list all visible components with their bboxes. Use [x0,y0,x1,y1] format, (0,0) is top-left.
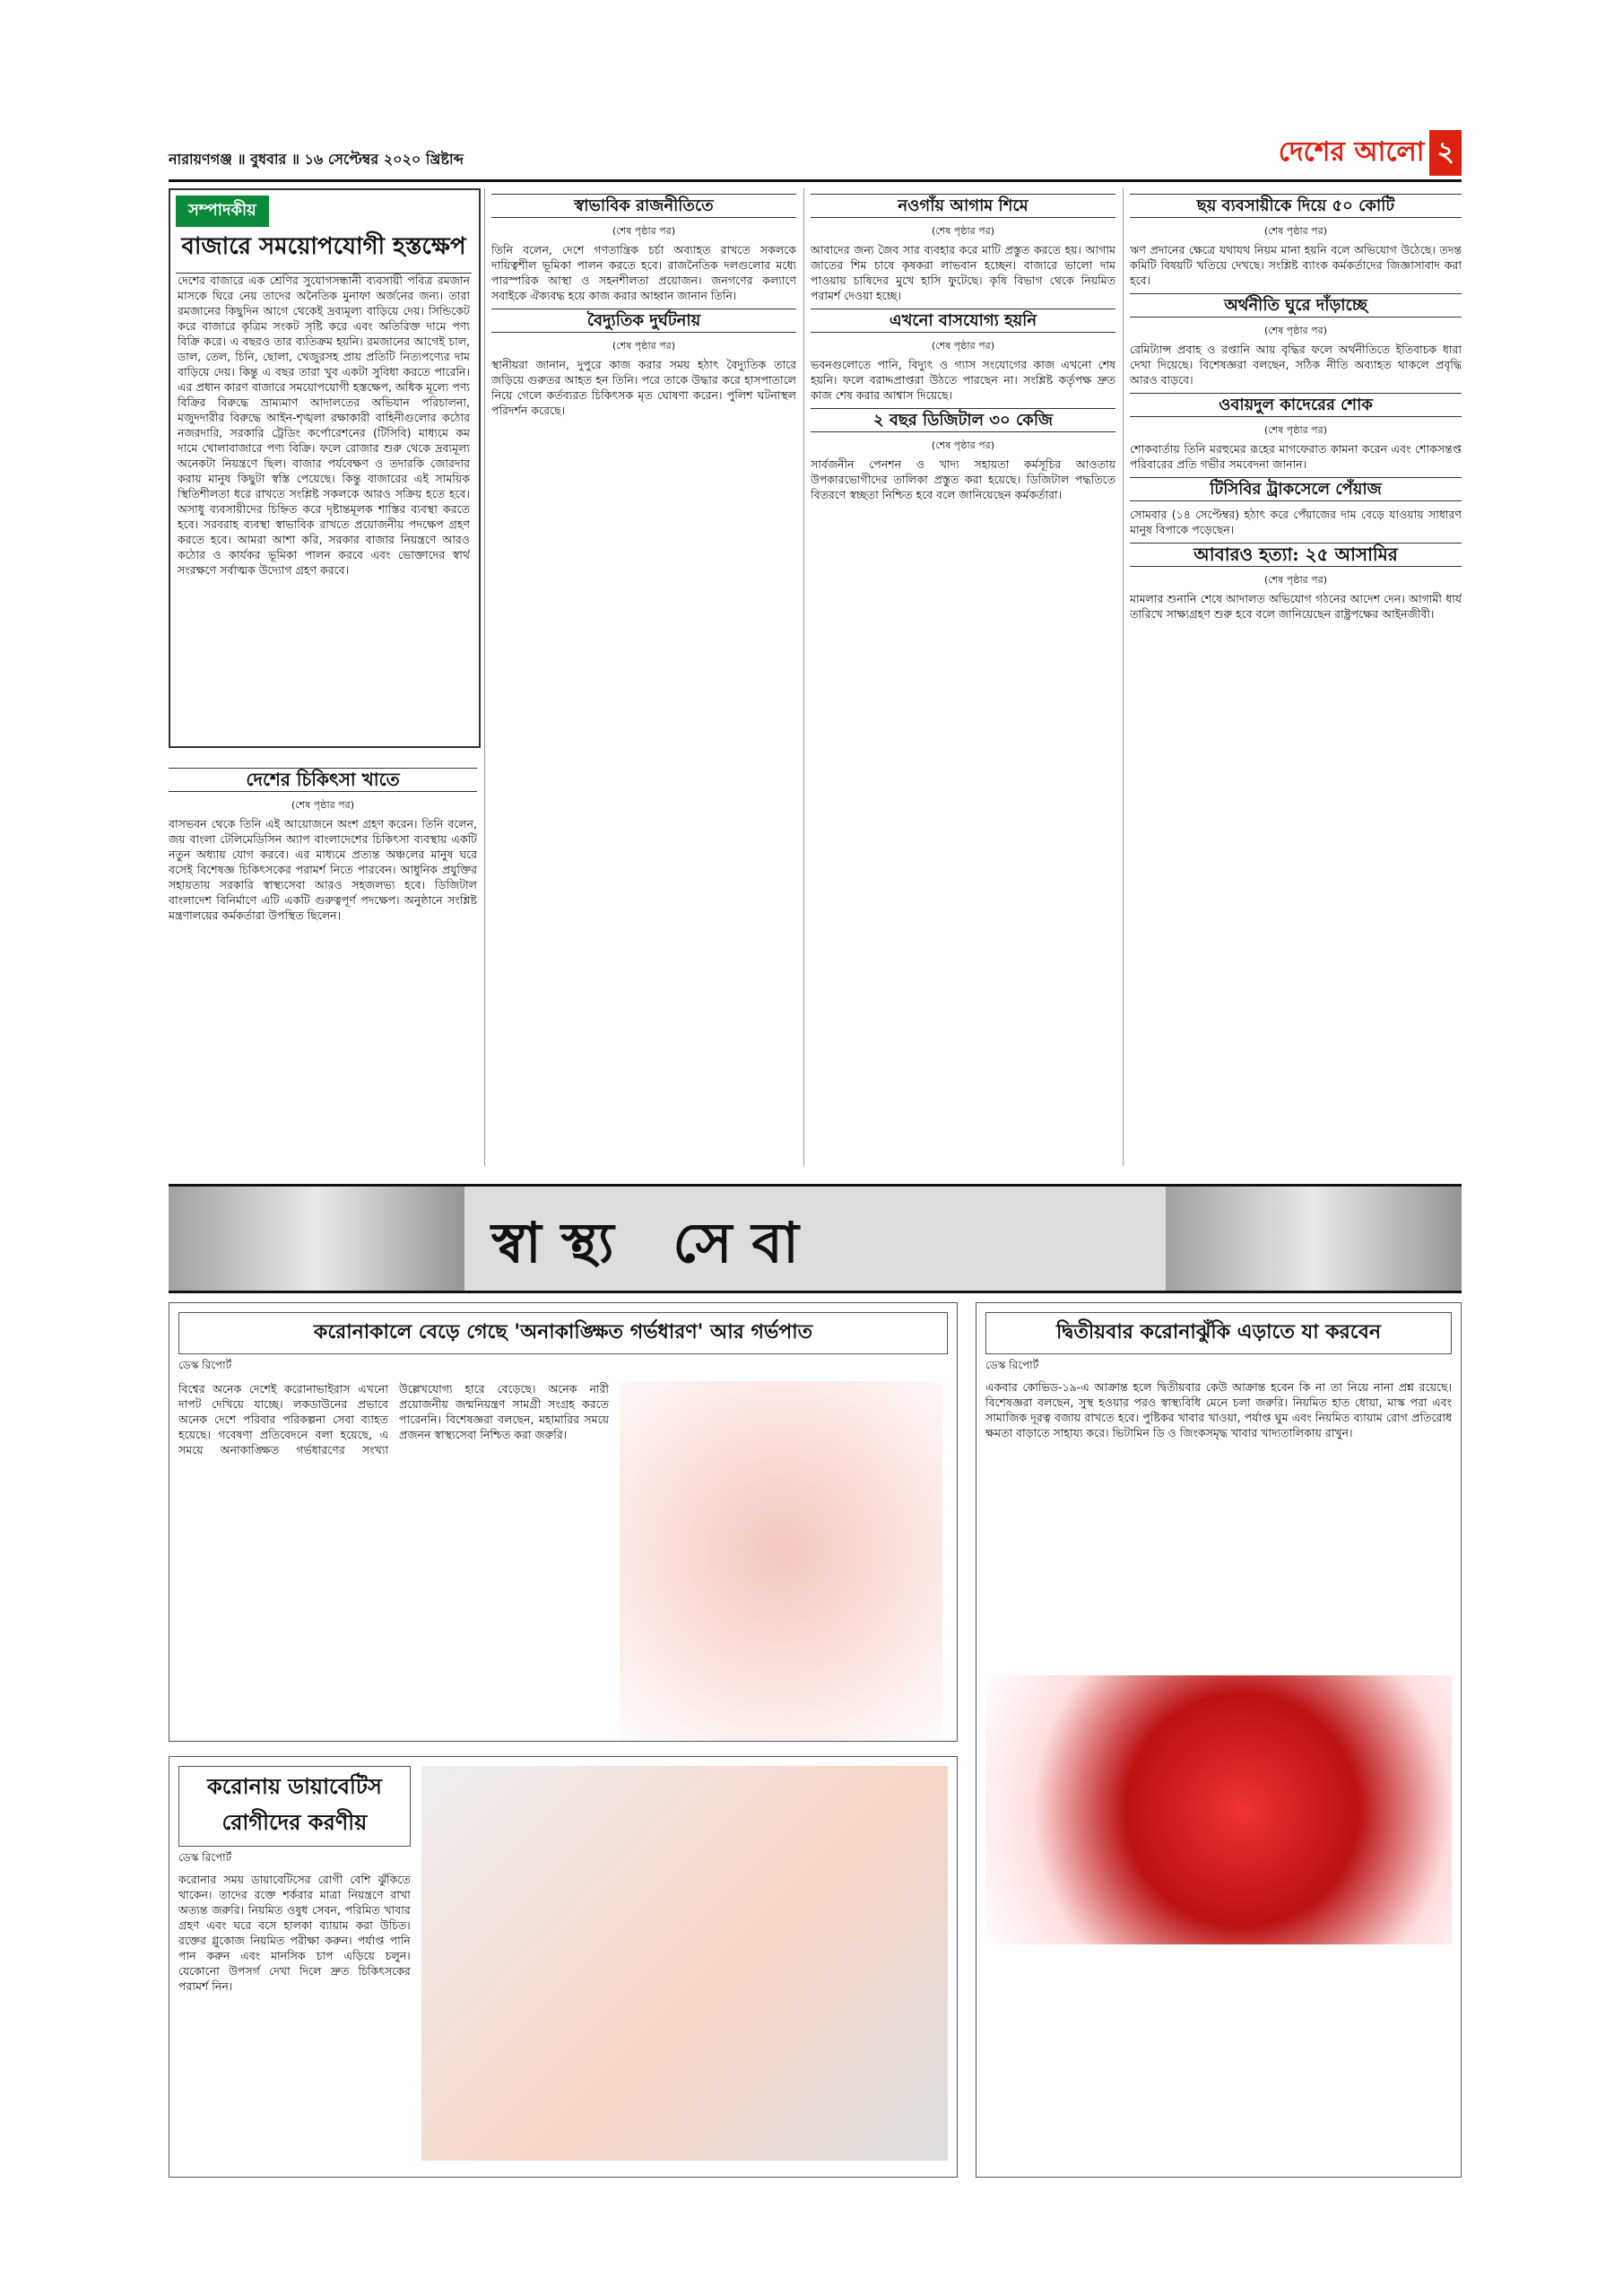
page-number: ২ [1429,130,1462,176]
continuation-note: (শেষ পৃষ্ঠার পর) [1263,225,1327,237]
article-headline: স্বাভাবিক রাজনীতিতে [491,194,796,218]
continuation-note: (শেষ পৃষ্ঠার পর) [612,340,675,352]
article-headline: অর্থনীতি ঘুরে দাঁড়াচ্ছে [1130,293,1462,317]
column-4 [1130,188,1462,1166]
article-body: স্থানীয়রা জানান, দুপুরে কাজ করার সময় হঠাৎ বৈদ্যুতিক তারে জড়িয়ে গুরুতর আহত হন তিনি। পরে তাকে উদ্ধার করে হাসপাতালে নিয়ে গেলে কর্তব্যরত চিকিৎসক মৃত ঘোষণা করেন। পুলিশ ঘটনাস্থল পরিদর্শন করেছে। [491,358,796,417]
continuation-note: (শেষ পৃষ্ঠার পর) [1263,325,1327,336]
banner-photo-left [169,1187,464,1291]
article-body: বাসভবন থেকে তিনি এই আয়োজনে অংশ গ্রহণ করেন। তিনি বলেন, জয় বাংলা টেলিমেডিসিন অ্যাপ বাংলাদেশের চিকিৎসা ব্যবস্থায় একটি নতুন অধ্যায় যোগ করবে। এর মাধ্যমে প্রত্যন্ত অঞ্চলের মানুষ ঘরে বসেই বিশেষজ্ঞ চিকিৎসকের পরামর্শ নিতে পারবেন। আধুনিক প্রযুক্তির সহায়তায় সরকারি স্বাস্থ্যসেবা আরও সহজলভ্য হবে। ডিজিটাল বাংলাদেশ বিনির্মাণে এটি একটি গুরুত্বপূর্ণ পদক্ষেপ। অনুষ্ঠানে সংশ্লিষ্ট মন্ত্রণালয়ের কর্মকর্তারা উপস্থিত ছিলেন। [169,817,477,922]
continuation-note: (শেষ পৃষ্ঠার পর) [1263,574,1327,586]
continuation-note: (শেষ পৃষ্ঠার পর) [931,340,994,352]
article-headline: আবারও হত্যা: ২৫ আসামির [1130,543,1462,567]
coronavirus-illustration [985,1675,1452,1944]
article-headline: এখনো বাসযোগ্য হয়নি [811,309,1115,333]
article-body: মামলার শুনানি শেষে আদালত অভিযোগ গঠনের আদেশ দেন। আগামী ধার্য তারিখে সাক্ষ্যগ্রহণ শুরু হবে বলে জানিয়েছেন রাষ্ট্রপক্ষের আইনজীবী। [1130,592,1462,621]
article-headline: করোনায় ডায়াবেটিস রোগীদের করণীয় [178,1766,411,1847]
byline: ডেস্ক রিপোর্ট [178,1359,232,1371]
column-rule [484,188,485,1166]
article-body: রেমিট্যান্স প্রবাহ ও রপ্তানি আয় বৃদ্ধির ফলে অর্থনীতিতে ইতিবাচক ধারা দেখা দিয়েছে। বিশেষজ্ঞরা বলছেন, সঠিক নীতি অব্যাহত থাকলে প্রবৃদ্ধি আরও বাড়বে। [1130,343,1462,387]
masthead-logo [1279,130,1462,176]
article-headline: বৈদ্যুতিক দুর্ঘটনায় [491,309,796,333]
article-body: সার্বজনীন পেনশন ও খাদ্য সহায়তা কর্মসূচির আওতায় উপকারভোগীদের তালিকা প্রস্তুত করা হয়েছে। ডিজিটাল পদ্ধতিতে বিতরণে স্বচ্ছতা নিশ্চিত হবে বলে জানিয়েছেন কর্মকর্তারা। [811,457,1115,501]
page-header [169,136,1462,182]
editorial-box [169,188,481,748]
editorial-body: দেশের বাজারে এক শ্রেণির সুযোগসন্ধানী ব্যবসায়ী পবিত্র রমজান মাসকে ঘিরে নেয় তাদের অনৈতিক মুনাফা অর্জনের জন্য। তারা রমজানের কিছুদিন আগে থেকেই দ্রব্যমূল্য বাড়িয়ে দেয়। সিন্ডিকেট করে বাজারে কৃত্রিম সংকট সৃষ্টি করে এবং অতিরিক্ত দামে পণ্য বিক্রি করে। এ বছরও তার ব্যতিক্রম হয়নি। রমজানের আগেই চাল, ডাল, তেল, চিনি, ছোলা, খেজুরসহ প্রায় প্রতিটি নিত্যপণ্যের দাম বাড়িয়ে দেয়। কিন্তু এ বছর তারা খুব একটা সুবিধা করতে পারেনি। এর প্রধান কারণ বাজারে সময়োপযোগী হস্তক্ষেপ, অধিক মূল্যে পণ্য বিক্রির বিরুদ্ধে ভ্রাম্যমাণ আদালতের অভিযান পরিচালনা, মজুদদারীর বিরুদ্ধে আইন-শৃঙ্খলা রক্ষাকারী বাহিনীগুলোর কঠোর নজরদারি, সরকারি ট্রেডিং কর্পোরেশনের (টিসিবি) মাধ্যমে কম দামে খোলাবাজারে পণ্য বিক্রি। ফলে রোজার শুরু থেকে দ্রব্যমূল্য অনেকটা নিয়ন্ত্রণে ছিল। বাজার পর্যবেক্ষণ ও তদারকি জোরদার করায় মানুষ কিছুটা স্বস্তি পেয়েছে। কিন্তু বাজারের এই সাময়িক স্থিতিশীলতা ধরে রাখতে সংশ্লিষ্ট সকলকে আরও সক্রিয় হতে হবে। অসাধু ব্যবসায়ীদের চিহ্নিত করে দৃষ্টান্তমূলক শাস্তির ব্যবস্থা করতে হবে। সরবরাহ ব্যবস্থা স্বাভাবিক রাখতে প্রয়োজনীয় পদক্ষেপ গ্রহণ করতে হবে। আমরা আশা করি, সরকার বাজার নিয়ন্ত্রণে আরও কঠোর ও কার্যকর ভূমিকা পালন করবে এবং ভোক্তাদের স্বার্থ সংরক্ষণে সর্বাত্মক উদ্যোগ গ্রহণ করবে। [178,274,470,577]
article-body: বিশ্বের অনেক দেশেই করোনাভাইরাস এখনো দাপট দেখিয়ে যাচ্ছে। লকডাউনের প্রভাবে অনেক দেশে পরিবার পরিকল্পনা সেবা ব্যাহত হয়েছে। গবেষণা প্রতিবেদনে বলা হয়েছে, এ সময়ে অনাকাঙ্ক্ষিত গর্ভধারণের সংখ্যা উল্লেখযোগ্য হারে বেড়েছে। অনেক নারী প্রয়োজনীয় জন্মনিয়ন্ত্রণ সামগ্রী সংগ্রহ করতে পারেননি। বিশেষজ্ঞরা বলছেন, মহামারির সময়ে প্রজনন স্বাস্থ্যসেবা নিশ্চিত করা জরুরি। [178,1382,609,1457]
column-1-lower [169,762,477,1157]
article-body: করোনার সময় ডায়াবেটিসের রোগী বেশি ঝুঁকিতে থাকেন। তাদের রক্তে শর্করার মাত্রা নিয়ন্ত্রণে রাখা অত্যন্ত জরুরি। নিয়মিত ওষুধ সেবন, পরিমিত খাবার গ্রহণ এবং ঘরে বসে হালকা ব্যায়াম করা উচিত। রক্তের গ্লুকোজ নিয়মিত পরীক্ষা করুন। পর্যাপ্ত পানি পান করুন এবং মানসিক চাপ এড়িয়ে চলুন। যেকোনো উপসর্গ দেখা দিলে দ্রুত চিকিৎসকের পরামর্শ নিন। [178,1873,411,1993]
editorial-title: বাজারে সময়োপযোগী হস্তক্ষেপ [176,228,472,274]
dateline: নারায়ণগঞ্জ ॥ বুধবার ॥ ১৬ সেপ্টেম্বর ২০২০ খ্রিষ্টাব্দ [169,151,464,168]
article-body: তিনি বলেন, দেশে গণতান্ত্রিক চর্চা অব্যাহত রাখতে সকলকে দায়িত্বশীল ভূমিকা পালন করতে হবে। রাজনৈতিক দলগুলোর মধ্যে পারস্পরিক আস্থা ও সহনশীলতা প্রয়োজন। জনগণের কল্যাণে সবাইকে ঐক্যবদ্ধ হয়ে কাজ করার আহ্বান জানান তিনি। [491,243,796,302]
health-banner [169,1184,1462,1293]
editorial-badge: সম্পাদকীয় [176,196,269,227]
article-body: সোমবার (১৪ সেপ্টেম্বর) হঠাৎ করে পেঁয়াজের দাম বেড়ে যাওয়ায় সাধারণ মানুষ বিপাকে পড়েছেন। [1130,508,1462,536]
article-headline: ওবায়দুল কাদেরের শোক [1130,393,1462,417]
article-headline: নওগাঁয় আগাম শিমে [811,194,1115,218]
continuation-note: (শেষ পৃষ্ঠার পর) [612,225,675,237]
article-layout [178,1381,948,1742]
paper-name: দেশের আলো [1278,136,1425,168]
column-3 [811,188,1115,1166]
column-rule [803,188,804,1166]
article-body: আবাদের জন্য জৈব সার ব্যবহার করে মাটি প্রস্তুত করতে হয়। আগাম জাতের শিম চাষে কৃষকরা লাভবান হচ্ছেন। বাজারে ভালো দাম পাওয়ায় চাষিদের মুখে হাসি ফুটেছে। কৃষি বিভাগ থেকে নিয়মিত পরামর্শ দেওয়া হচ্ছে। [811,243,1115,302]
article-body: ঋণ প্রদানের ক্ষেত্রে যথাযথ নিয়ম মানা হয়নি বলে অভিযোগ উঠেছে। তদন্ত কমিটি বিষয়টি খতিয়ে দেখছে। সংশ্লিষ্ট ব্যাংক কর্মকর্তাদের জিজ্ঞাসাবাদ করা হবে। [1130,243,1462,287]
article-headline: টিসিবির ট্রাকসেলে পেঁয়াজ [1130,477,1462,501]
column-rule [1123,188,1124,1166]
health-article-diabetes [169,1756,958,2178]
continuation-note: (শেষ পৃষ্ঠার পর) [291,799,354,811]
continuation-note: (শেষ পৃষ্ঠার পর) [931,225,994,237]
pregnant-woman-photo [620,1381,942,1742]
article-headline: দ্বিতীয়বার করোনাঝুঁকি এড়াতে যা করবেন [985,1312,1452,1354]
article-body: একবার কোভিড-১৯-এ আক্রান্ত হলে দ্বিতীয়বার কেউ আক্রান্ত হবেন কি না তা নিয়ে নানা প্রশ্ন রয়েছে। বিশেষজ্ঞরা বলছেন, সুস্থ হওয়ার পরও স্বাস্থ্যবিধি মেনে চলা জরুরি। নিয়মিত হাত ধোয়া, মাস্ক পরা এবং সামাজিক দূরত্ব বজায় রাখতে হবে। পুষ্টিকর খাবার খাওয়া, পর্যাপ্ত ঘুম এবং নিয়মিত ব্যায়াম রোগ প্রতিরোধ ক্ষমতা বাড়াতে সাহায্য করে। ভিটামিন ডি ও জিংকসমৃদ্ধ খাবার খাদ্যতালিকায় রাখুন। [985,1380,1452,1439]
continuation-note: (শেষ পৃষ্ঠার পর) [931,439,994,451]
health-article-reinfection [976,1302,1462,2178]
article-headline: ২ বছর ডিজিটাল ৩০ কেজি [811,408,1115,432]
article-body: ভবনগুলোতে পানি, বিদ্যুৎ ও গ্যাস সংযোগের কাজ এখনো শেষ হয়নি। ফলে বরাদ্দপ্রাপ্তরা উঠতে পারছেন না। সংশ্লিষ্ট কর্তৃপক্ষ দ্রুত কাজ শেষ করার আশ্বাস দিয়েছে। [811,358,1115,402]
article-headline: দেশের চিকিৎসা খাতে [169,768,477,792]
byline: ডেস্ক রিপোর্ট [985,1359,1039,1371]
column-2 [491,188,796,1166]
article-text-block [178,1766,411,2177]
banner-title: স্বাস্থ্য সেবা [491,1210,819,1275]
health-article-pregnancy [169,1302,958,1742]
article-headline: ছয় ব্যবসায়ীকে দিয়ে ৫০ কোটি [1130,194,1462,218]
article-headline: করোনাকালে বেড়ে গেছে 'অনাকাঙ্ক্ষিত গর্ভধারণ' আর গর্ভপাত [178,1312,948,1354]
continuation-note: (শেষ পৃষ্ঠার পর) [1263,424,1327,436]
glucose-meter-photo [421,1766,948,2161]
article-layout [178,1766,948,2177]
byline: ডেস্ক রিপোর্ট [178,1851,232,1864]
banner-photo-right [1166,1187,1462,1291]
newspaper-page [169,136,1462,2178]
article-body: শোকবার্তায় তিনি মরহুমের রূহের মাগফেরাত কামনা করেন এবং শোকসন্তপ্ত পরিবারের প্রতি গভীর সমবেদনা জানান। [1130,442,1462,471]
top-section [169,188,1462,1175]
